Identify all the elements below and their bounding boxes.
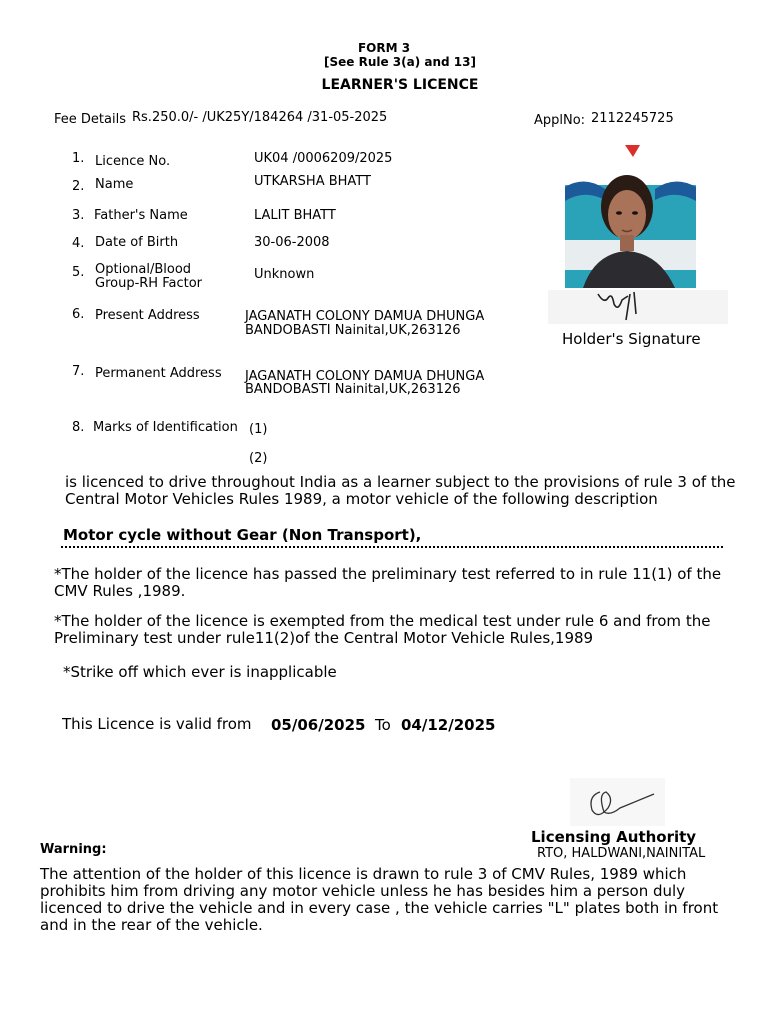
holder-photo xyxy=(565,145,696,288)
present-address-line1: JAGANATH COLONY DAMUA DHUNGA xyxy=(245,309,485,324)
valid-to-date: 04/12/2025 xyxy=(401,716,496,734)
dob-label: Date of Birth xyxy=(95,235,179,250)
valid-from-date: 05/06/2025 xyxy=(271,716,366,734)
medical-test-exempted-text: *The holder of the licence is exempted from the medical test under rule 6 and from the Preliminary test under rule11(2)of the Central Motor Vehicle Rules,1989 xyxy=(54,612,711,647)
validity-to-label: To xyxy=(375,716,391,734)
blood-group-label-line1: Optional/Blood xyxy=(95,262,192,277)
name-label: Name xyxy=(95,177,134,192)
field-number: 6. xyxy=(72,307,85,322)
application-number-value: 2112245725 xyxy=(591,111,674,126)
licence-number-value: UK04 /0006209/2025 xyxy=(254,151,393,166)
identification-mark-1: (1) xyxy=(249,422,268,437)
fee-value: Rs.250.0/- /UK25Y/184264 /31-05-2025 xyxy=(132,110,388,125)
identification-marks-label: Marks of Identification xyxy=(93,420,238,435)
rule-reference: [See Rule 3(a) and 13] xyxy=(324,55,476,69)
identification-mark-2: (2) xyxy=(249,451,268,466)
authority-signature-image xyxy=(570,778,665,826)
blood-group-value: Unknown xyxy=(254,267,315,282)
licence-statement: is licenced to drive throughout India as a learner subject to the provisions of rule 3 of the Central Motor Vehicles Rules 1989, a motor vehicle of the following description xyxy=(65,473,736,508)
fee-label: Fee Details xyxy=(54,112,126,127)
licence-number-label: Licence No. xyxy=(95,154,171,169)
field-number: 5. xyxy=(72,265,85,280)
father-name-value: LALIT BHATT xyxy=(254,208,336,223)
holder-signature-image xyxy=(548,290,728,324)
field-number: 7. xyxy=(72,364,85,379)
dob-value: 30-06-2008 xyxy=(254,235,330,250)
warning-label: Warning: xyxy=(40,842,107,857)
permanent-address-line1: JAGANATH COLONY DAMUA DHUNGA xyxy=(245,369,485,384)
warning-text: The attention of the holder of this licence is drawn to rule 3 of CMV Rules, 1989 which prohibits him from driving any motor vehicle unless he has besides him a person duly licenced to drive the vehicle and in every case , the vehicle carries "L" plates both in front and in the rear of the vehicle. xyxy=(40,865,719,934)
vehicle-class: Motor cycle without Gear (Non Transport), xyxy=(63,526,422,544)
dotted-divider xyxy=(61,546,723,548)
permanent-address-label: Permanent Address xyxy=(95,366,222,381)
document-title: LEARNER'S LICENCE xyxy=(321,77,479,93)
field-number: 8. xyxy=(72,420,85,435)
blood-group-label-line2: Group-RH Factor xyxy=(95,276,203,291)
name-value: UTKARSHA BHATT xyxy=(254,174,371,189)
application-number-label: ApplNo: xyxy=(534,113,586,128)
validity-label: This Licence is valid from xyxy=(62,715,252,733)
holder-signature-label: Holder's Signature xyxy=(562,330,701,348)
present-address-label: Present Address xyxy=(95,308,200,323)
field-number: 4. xyxy=(72,236,85,251)
licensing-authority-title: Licensing Authority xyxy=(531,828,697,846)
preliminary-test-passed-text: *The holder of the licence has passed the preliminary test referred to in rule 11(1) of the CMV Rules ,1989. xyxy=(54,565,722,600)
father-name-label: Father's Name xyxy=(94,208,188,223)
field-number: 2. xyxy=(72,179,85,194)
field-number: 1. xyxy=(72,151,85,166)
field-number: 3. xyxy=(72,208,85,223)
present-address-line2: BANDOBASTI Nainital,UK,263126 xyxy=(245,323,461,338)
licensing-authority-office: RTO, HALDWANI,NAINITAL xyxy=(537,846,706,861)
form-number: FORM 3 xyxy=(357,41,411,55)
strike-off-note: *Strike off which ever is inapplicable xyxy=(63,663,337,681)
permanent-address-line2: BANDOBASTI Nainital,UK,263126 xyxy=(245,382,461,397)
